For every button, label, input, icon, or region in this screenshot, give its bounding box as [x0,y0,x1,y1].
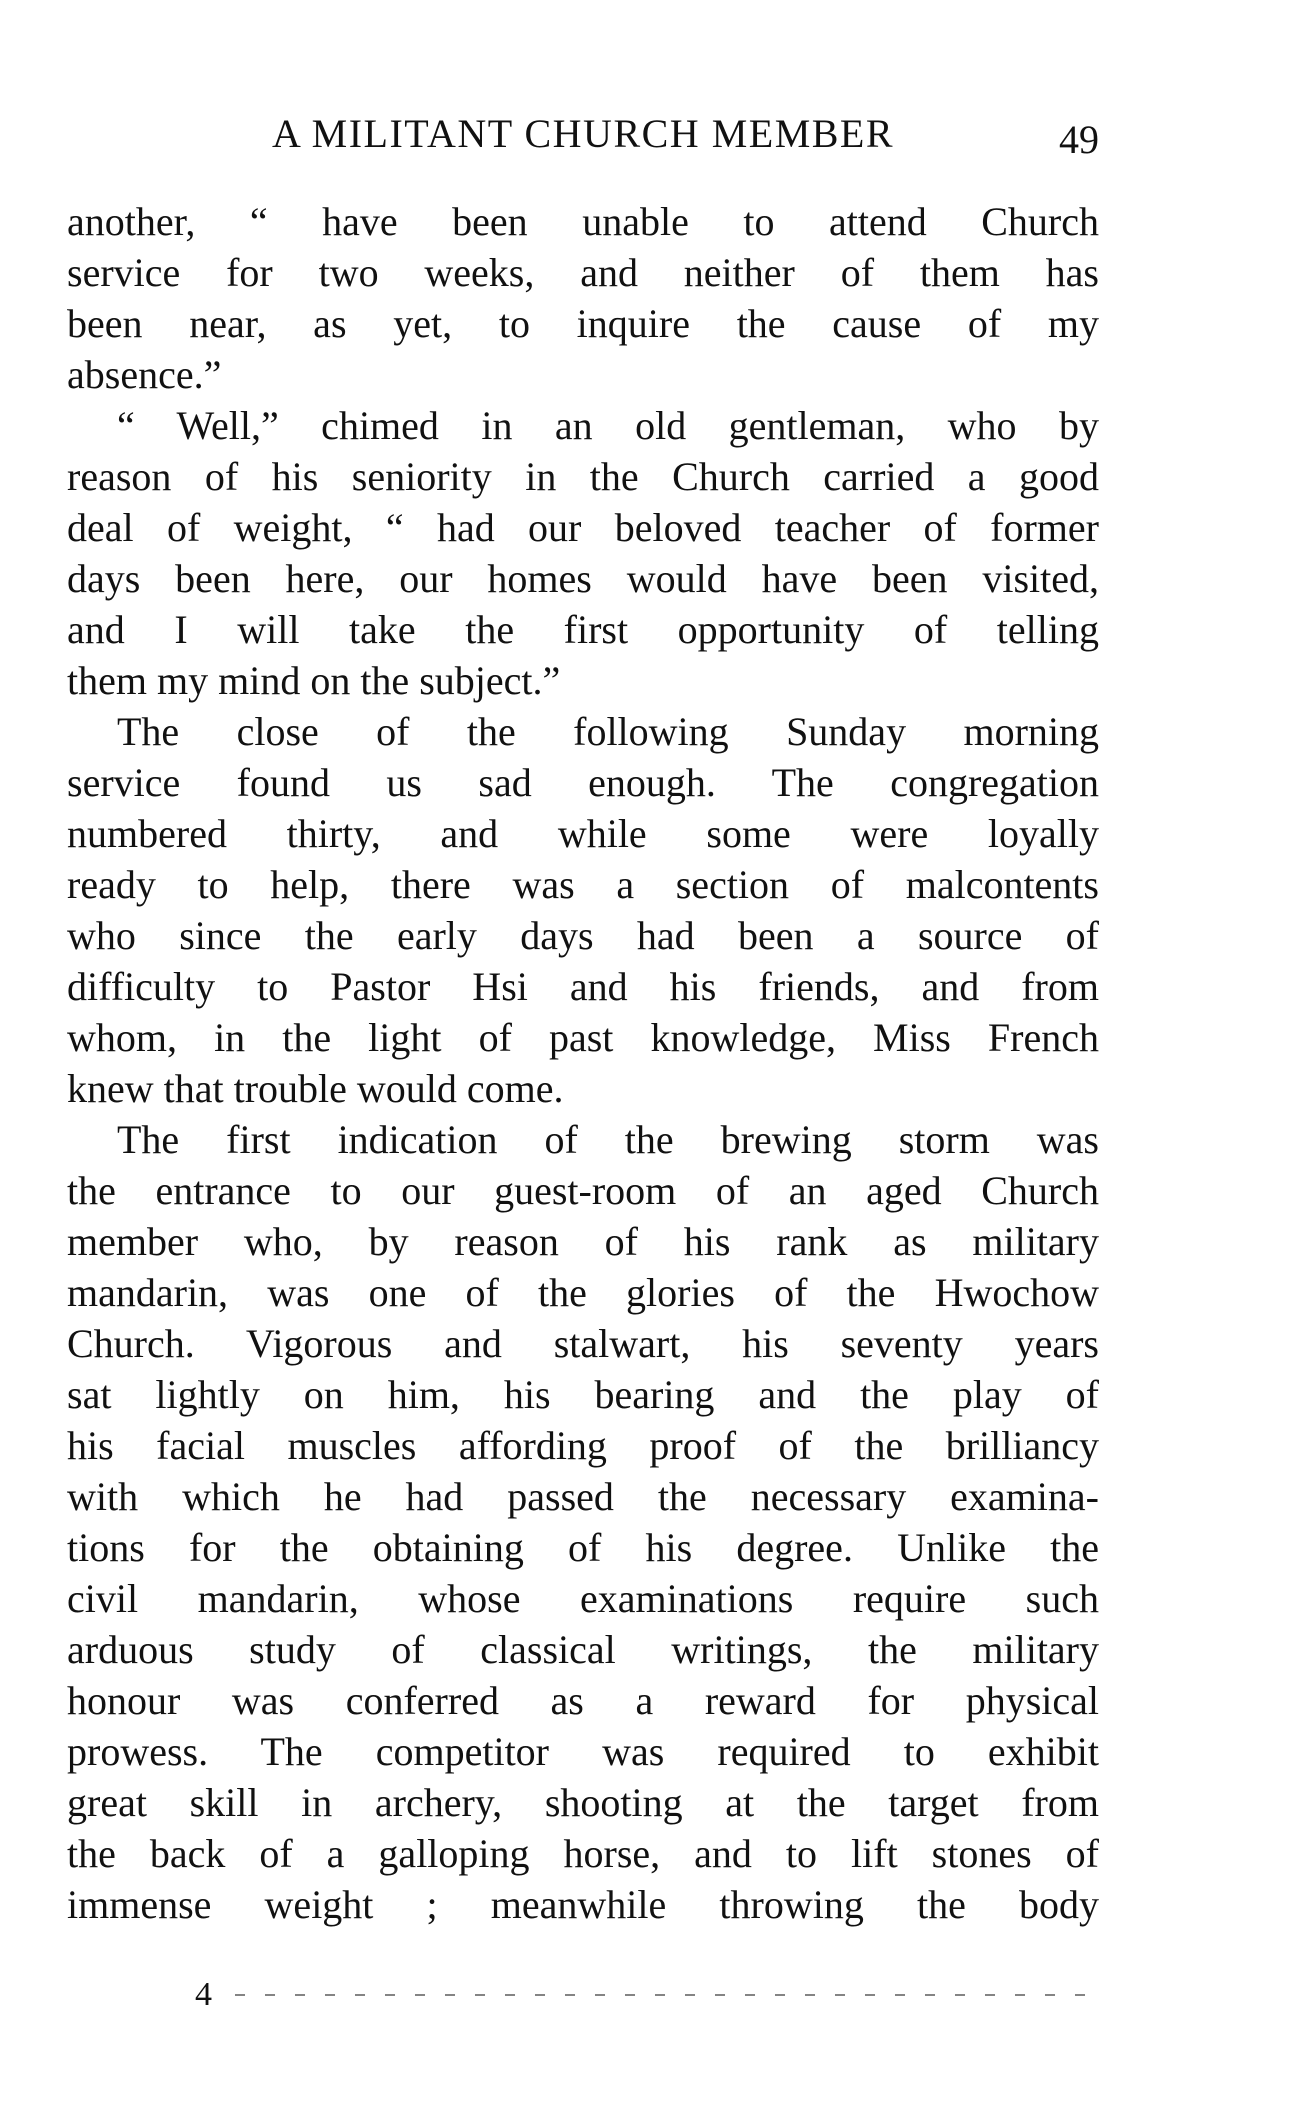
text-line: ready to help, there was a section of malcontents [67,862,1099,907]
text-line: been near, as yet, to inquire the cause of my [67,301,1099,346]
text-line: “ Well,” chimed in an old gentleman, who by [117,403,1099,448]
text-line: knew that trouble would come. [67,1066,564,1111]
text-line: civil mandarin, whose examinations require such [67,1576,1099,1621]
text-line: whom, in the light of past knowledge, Miss French [67,1015,1099,1060]
text-line: The first indication of the brewing storm was [117,1117,1099,1162]
text-line: numbered thirty, and while some were loyally [67,811,1099,856]
body-text [67,196,1099,1930]
text-line: absence.” [67,352,222,397]
text-line: honour was conferred as a reward for physical [67,1678,1099,1723]
text-line: the back of a galloping horse, and to lift stones of [67,1831,1099,1876]
text-line: the entrance to our guest-room of an aged Church [67,1168,1099,1213]
text-line: arduous study of classical writings, the military [67,1627,1099,1672]
signature-number: 4 [195,1976,212,2013]
text-line: tions for the obtaining of his degree. Unlike the [67,1525,1099,1570]
text-line: service for two weeks, and neither of them has [67,250,1099,295]
text-line: difficulty to Pastor Hsi and his friends, and from [67,964,1099,1009]
text-line: service found us sad enough. The congregation [67,760,1099,805]
running-title: A MILITANT CHURCH MEMBER [271,111,895,156]
text-line: and I will take the first opportunity of telling [67,607,1099,652]
text-line: sat lightly on him, his bearing and the play of [67,1372,1099,1417]
text-line: prowess. The competitor was required to exhibit [67,1729,1099,1774]
signature-dashes [235,1994,1090,1996]
running-head [67,104,1099,164]
signature-mark [195,1970,1090,2020]
text-line: The close of the following Sunday morning [117,709,1099,754]
text-line: who since the early days had been a source of [67,913,1099,958]
text-line: Church. Vigorous and stalwart, his seventy years [67,1321,1099,1366]
text-line: deal of weight, “ had our beloved teacher of former [67,505,1099,550]
text-line: with which he had passed the necessary examina- [67,1474,1099,1519]
text-line: them my mind on the subject.” [67,658,561,703]
text-line: immense weight ; meanwhile throwing the body [67,1882,1099,1927]
text-line: mandarin, was one of the glories of the Hwochow [67,1270,1099,1315]
page-number: 49 [1059,117,1099,162]
text-line: great skill in archery, shooting at the target from [67,1780,1099,1825]
text-line: member who, by reason of his rank as military [67,1219,1099,1264]
text-line: his facial muscles affording proof of the brilliancy [67,1423,1099,1468]
text-line: reason of his seniority in the Church carried a good [67,454,1099,499]
text-line: days been here, our homes would have been visited, [67,556,1099,601]
text-line: another, “ have been unable to attend Church [67,199,1099,244]
